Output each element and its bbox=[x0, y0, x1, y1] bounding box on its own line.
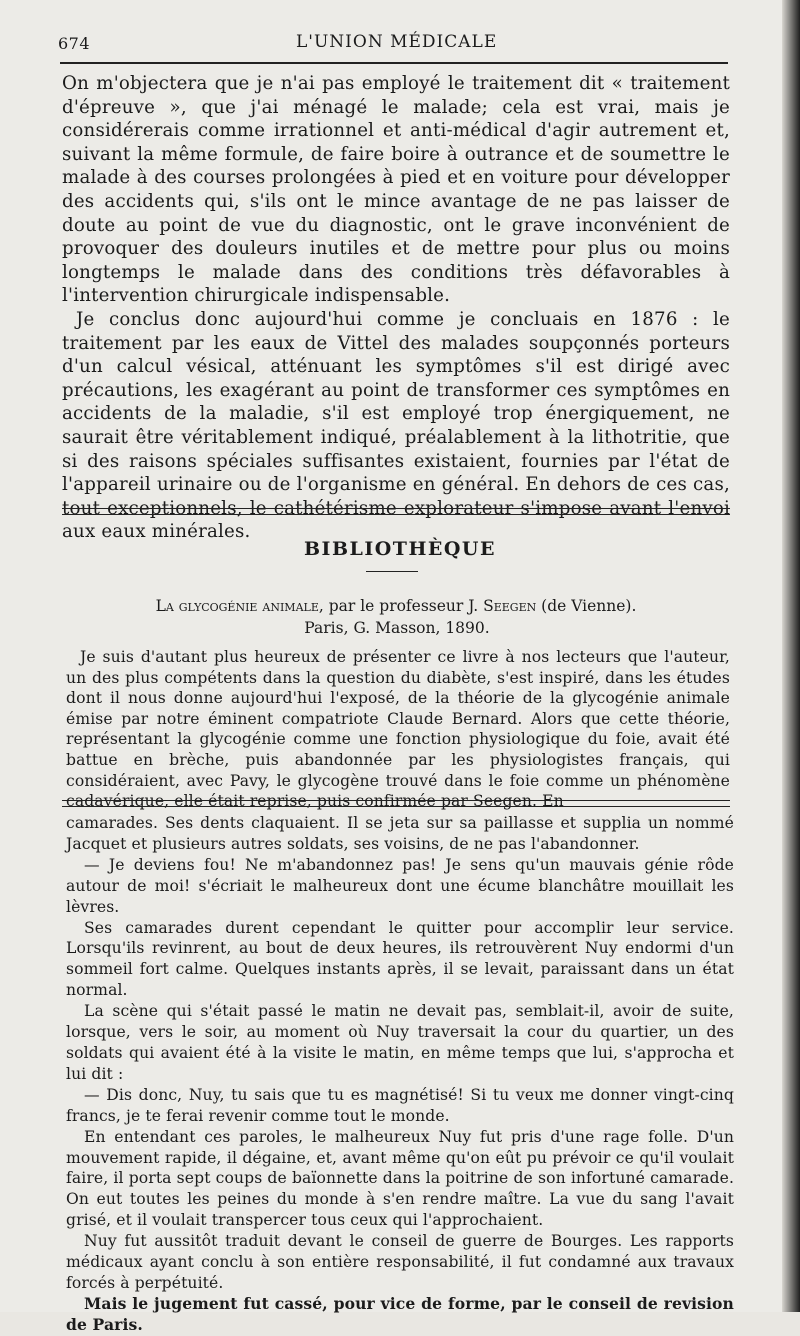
title-underline bbox=[366, 571, 418, 572]
book-reference bbox=[62, 595, 730, 639]
feuilleton-paragraph: En entendant ces paroles, le malheureux Nuy fut pris d'une rage folle. D'un mouvement rapide, il dégaine, et, avant même qu'on eût pu prévoir ce qu'il voulait faire, il porta sept coups de baïonnette dans la poitrine de son infortuné camarade. On eut toutes les peines du monde à s'en rendre maître. La vue du sang l'avait grisé, et il voulait transpercer tous ceux qui l'approchaient. bbox=[66, 1127, 734, 1230]
section-title: BIBLIOTHÈQUE bbox=[304, 538, 496, 560]
feuilleton-paragraph: La scène qui s'était passé le matin ne devait pas, semblait-il, avoir de suite, lorsque, vers le soir, au moment où Nuy traversait la cour du quartier, un des soldats qui avaient été à la visite le matin, en même temps que lui, s'approcha et lui dit : bbox=[66, 1002, 734, 1083]
book-byline: , par le professeur J. bbox=[318, 597, 484, 615]
feuilleton-paragraph: camarades. Ses dents claquaient. Il se jeta sur sa paillasse et supplia un nommé Jacquet et plusieurs autres soldats, ses voisins, de ne pas l'abandonner. bbox=[66, 814, 734, 853]
article-paragraph: On m'objectera que je n'ai pas employé le traitement dit « traitement d'épreuve », que j'ai ménagé le malade; cela est vrai, mais je considérerais comme irrationnel et anti-médical d'agir autrement et, suivant la même formule, de faire boire à outrance et de soumettre le malade à des courses prolongées à pied et en voiture pour développer des accidents qui, s'ils ont le mince avantage de ne pas laisser de doute au point de vue du diagnostic, ont le grave inconvénient de provoquer des douleurs inutiles et de mettre pour plus ou moins longtemps le malade dans des conditions très défavorables à l'intervention chirurgicale indispensable. bbox=[62, 73, 730, 307]
book-author-place: (de Vienne). bbox=[536, 597, 637, 615]
feuilleton-paragraph: — Je deviens fou! Ne m'abandonnez pas! Je sens qu'un mauvais génie rôde autour de moi! s'écriait le malheureux dont une écume blanchâtre mouillait les lèvres. bbox=[66, 855, 734, 916]
book-review bbox=[66, 647, 730, 812]
page-number: 674 bbox=[58, 34, 91, 53]
article-paragraph: Je conclus donc aujourd'hui comme je concluais en 1876 : le traitement par les eaux de Vittel des malades soupçonnés porteurs d'un calcul vésical, atténuant les symptômes s'il est dirigé avec précautions, les exagérant au point de transformer ces symptômes en accidents de la maladie, s'il est employé trop énergiquement, ne saurait être véritablement indiqué, préalablement à la lithotritie, que si des raisons spéciales suffisantes existaient, fournies par l'état de l'appareil urinaire ou de l'organisme en général. En dehors de ces cas, tout exceptionnels, le cathétérisme explorateur s'impose avant l'envoi aux eaux minérales. bbox=[62, 308, 730, 543]
review-paragraph: Je suis d'autant plus heureux de présenter ce livre à nos lecteurs que l'auteur, un des plus compétents dans la question du diabète, s'est inspiré, dans les études dont il nous donne aujourd'hui l'exposé, de la théorie de la glycogénie animale émise par notre éminent compatriote Claude Bernard. Alors que cette théorie, représentant la glycogénie comme une fonction physiologique du foie, avait été battue en brèche, puis abandonnée par les physiologistes français, qui considéraient, avec Pavy, le glycogène trouvé dans le foie comme un phénomène cadavérique, elle était reprise, puis confirmée par Seegen. En bbox=[66, 648, 730, 811]
book-imprint: Paris, G. Masson, 1890. bbox=[304, 619, 490, 637]
book-author: Seegen bbox=[483, 597, 537, 615]
section-divider bbox=[62, 508, 730, 515]
book-spine-shadow bbox=[782, 0, 800, 1312]
feuilleton-paragraph: Ses camarades durent cependant le quitter pour accomplir leur service. Lorsqu'ils revinrent, au bout de deux heures, ils retrouvèrent Nuy endormi d'un sommeil fort calme. Quelques instants après, il se levait, paraissant dans un état normal. bbox=[66, 918, 734, 1000]
header-rule bbox=[60, 62, 728, 64]
feuilleton bbox=[66, 813, 734, 1336]
article-continuation bbox=[62, 72, 730, 544]
book-citation bbox=[62, 595, 730, 617]
feuilleton-divider bbox=[62, 800, 730, 807]
feuilleton-paragraph: Mais le jugement fut cassé, pour vice de forme, par le conseil de revision de Paris. bbox=[66, 1293, 734, 1334]
feuilleton-paragraph: — Dis donc, Nuy, tu sais que tu es magnétisé! Si tu veux me donner vingt-cinq francs, je te ferai revenir comme tout le monde. bbox=[66, 1085, 734, 1125]
book-title: La glycogénie animale bbox=[155, 597, 319, 615]
page-header bbox=[58, 30, 728, 56]
feuilleton-paragraph: Nuy fut aussitôt traduit devant le conseil de guerre de Bourges. Les rapports médicaux ayant conclu à son entière responsabilité, il fut condamné aux travaux forcés à perpétuité. bbox=[66, 1232, 734, 1292]
running-title: L'UNION MÉDICALE bbox=[296, 32, 498, 52]
